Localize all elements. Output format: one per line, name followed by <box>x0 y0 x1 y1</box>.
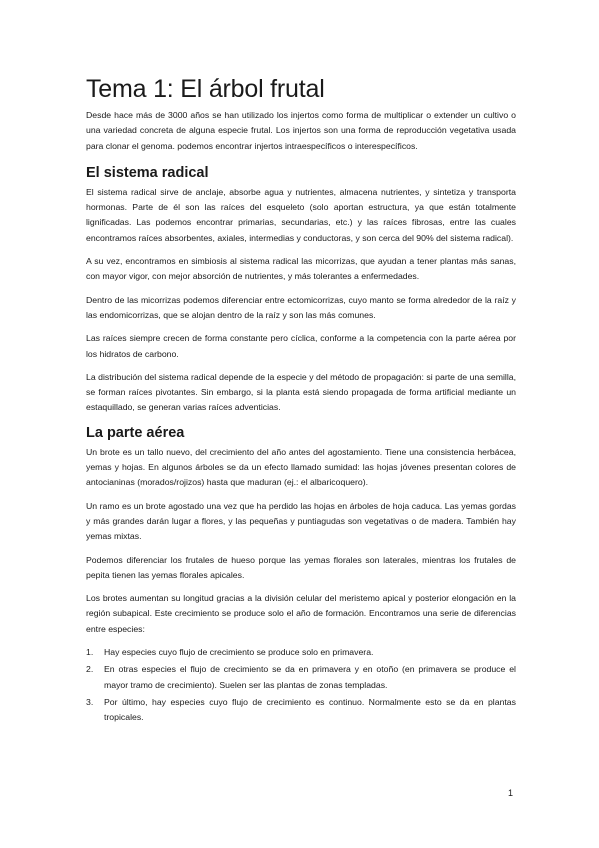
page-title: Tema 1: El árbol frutal <box>86 75 325 103</box>
list-item <box>86 662 516 693</box>
paragraph: Un ramo es un brote agostado una vez que ha perdido las hojas en árboles de hoja caduca. Las yemas gordas y más grandes darán lugar a flores, y las pequeñas y puntiagudas son vegetativas o de madera. También hay yemas mixtas. <box>86 500 516 542</box>
paragraph: Podemos diferenciar los frutales de hueso porque las yemas florales son laterales, mientras los frutales de pepita tienen las yemas florales apicales. <box>86 554 516 580</box>
list-item-number: 1. <box>86 647 94 658</box>
list-item-number: 3. <box>86 696 94 707</box>
list-item-text: En otras especies el flujo de crecimiento se da en primavera y en otoño (en primavera se produce el mayor tramo de crecimiento). Suelen ser las plantas de zonas templadas. <box>104 664 516 690</box>
list-item <box>86 645 516 660</box>
document-page <box>86 74 516 728</box>
list-item-text: Por último, hay especies cuyo flujo de crecimiento es continuo. Normalmente esto se da en plantas tropicales. <box>104 696 516 723</box>
list-item-number: 2. <box>86 664 94 675</box>
paragraph: La distribución del sistema radical depende de la especie y del método de propagación: si parte de una semilla, se forman raíces pivotantes. Sin embargo, si la planta está siendo propagada de forma artificial mediante un estaquillado, se generan varias raíces adventicias. <box>86 371 516 413</box>
paragraph: Los brotes aumentan su longitud gracias a la división celular del meristemo apical y posterior elongación en la región subapical. Este crecimiento se produce solo el año de formación. Encontramos una serie de diferencias entre especies: <box>86 593 516 634</box>
numbered-list <box>86 645 516 725</box>
section-heading-sistema-radical: El sistema radical <box>86 164 209 181</box>
section-heading-parte-aerea: La parte aérea <box>86 424 185 441</box>
paragraph: El sistema radical sirve de anclaje, absorbe agua y nutrientes, almacena nutrientes, y sintetiza y transporta hormonas. Parte de él son las raíces del esqueleto (solo aportan estructura, ya que están totalmente lignificadas. Las podemos encontrar primarias, secundarias, etc.) y las raíces fibrosas, entre las cuales encontramos raíces absorbentes, axiales, intermedias y conductoras, y son cerca del 90% del sistema radical). <box>86 186 516 243</box>
list-item <box>86 695 516 726</box>
list-item-text: Hay especies cuyo flujo de crecimiento se produce solo en primavera. <box>104 647 374 658</box>
page-number: 1 <box>508 788 514 798</box>
paragraph: Un brote es un tallo nuevo, del crecimiento del año antes del agostamiento. Tiene una consistencia herbácea, yemas y hojas. En algunos árboles se da un efecto llamado sumidad: las hojas jóvenes presentan colores de antocianinas (morados/rojizos) hasta que maduran (ej.: el albaricoquero). <box>86 446 516 488</box>
paragraph: Las raíces siempre crecen de forma constante pero cíclica, conforme a la competencia con la parte aérea por los hidratos de carbono. <box>86 333 516 359</box>
paragraph: Dentro de las micorrizas podemos diferenciar entre ectomicorrizas, cuyo manto se forma alrededor de la raíz y las endomicorrizas, que se alojan dentro de la raíz y son las más comunes. <box>86 294 516 320</box>
intro-paragraph: Desde hace más de 3000 años se han utilizado los injertos como forma de multiplicar o extender un cultivo o una variedad concreta de alguna especie frutal. Los injertos son una forma de reproducción vegetativa usada para clonar el genoma. podemos encontrar injertos intraespecíficos o interespecíficos. <box>86 110 516 151</box>
paragraph: A su vez, encontramos en simbiosis al sistema radical las micorrizas, que ayudan a tener plantas más sanas, con mayor vigor, con mejor absorción de nutrientes, y más tolerantes a enfermedades. <box>86 256 516 282</box>
